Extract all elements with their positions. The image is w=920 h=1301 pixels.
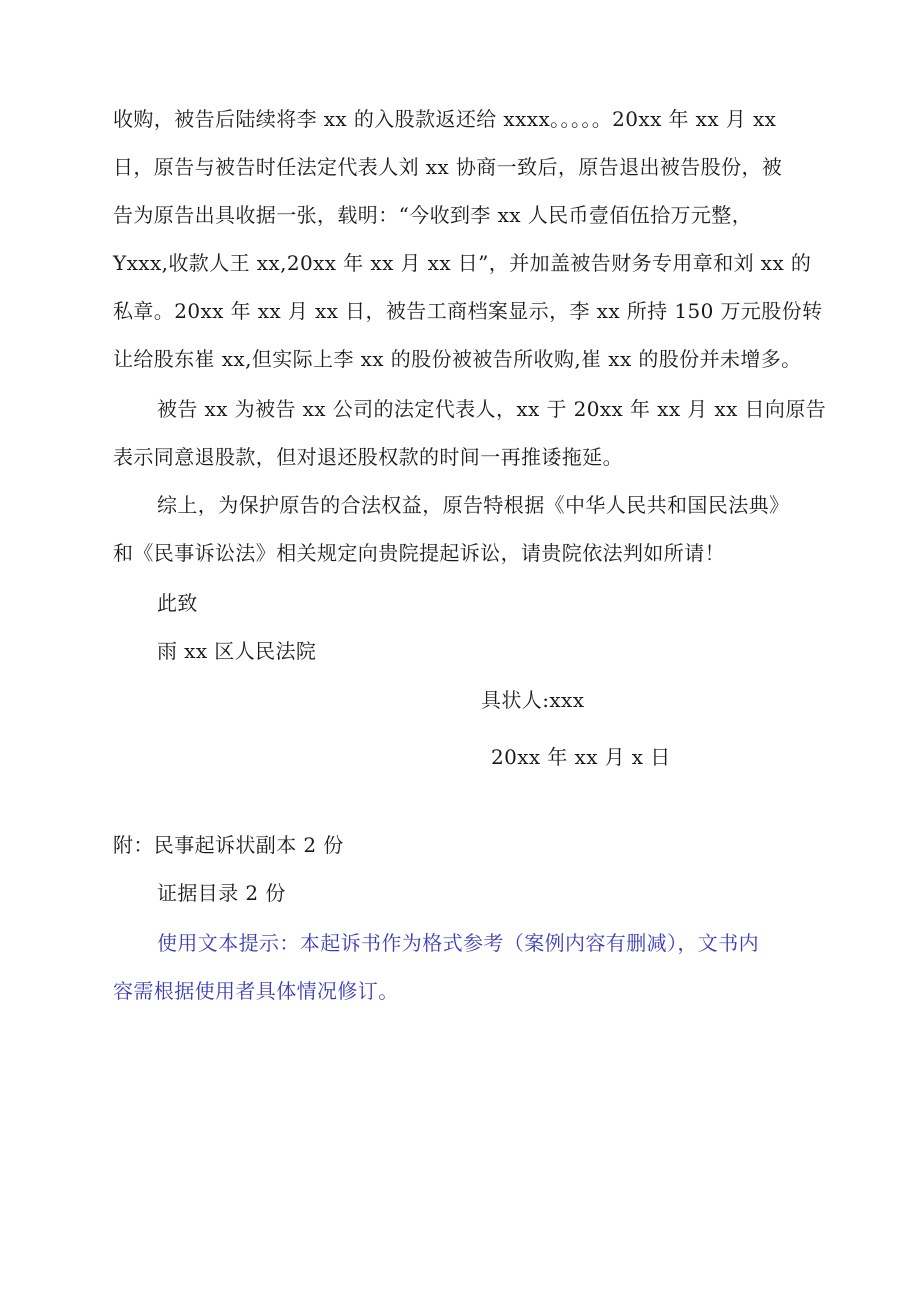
court-name: 雨 xx 区人民法院 [157,639,317,663]
attachment-line: 证据目录 2 份 [157,881,286,905]
text-line: Yxxx,收款人王 xx,20xx 年 xx 月 xx 日”，并加盖被告财务专用章和刘 xx 的 [113,251,812,275]
salutation: 此致 [157,591,198,615]
attachment-line: 附：民事起诉状副本 2 份 [113,833,344,857]
text-line: 收购，被告后陆续将李 xx 的入股款返还给 xxxx。。。。。20xx 年 xx 月 xx [113,107,777,131]
text-line: 和《民事诉讼法》相关规定向贵院提起诉讼，请贵院依法判如所请！ [113,541,725,565]
text-line: 日，原告与被告时任法定代表人刘 xx 协商一致后，原告退出被告股份，被 [113,155,783,179]
usage-note: 使用文本提示：本起诉书作为格式参考（案例内容有删减），文书内 [157,931,759,955]
text-line: 被告 xx 为被告 xx 公司的法定代表人，xx 于 20xx 年 xx 月 xx 日向原告 [157,397,827,421]
text-line: 表示同意退股款，但对退还股权款的时间一再推诿拖延。 [113,445,623,469]
text-line: 综上，为保护原告的合法权益，原告特根据《中华人民共和国民法典》 [157,493,790,517]
text-line: 告为原告出具收据一张，载明：“今收到李 xx 人民币壹佰伍拾万元整， [113,203,753,227]
date: 20xx 年 xx 月 x 日 [491,745,671,769]
text-line: 私章。20xx 年 xx 月 xx 日，被告工商档案显示，李 xx 所持 150 万元股份转 [113,299,823,323]
usage-note: 容需根据使用者具体情况修订。 [113,979,399,1003]
signer: 具状人:xxx [481,688,585,712]
text-line: 让给股东崔 xx,但实际上李 xx 的股份被被告所收购,崔 xx 的股份并未增多。 [113,347,802,371]
